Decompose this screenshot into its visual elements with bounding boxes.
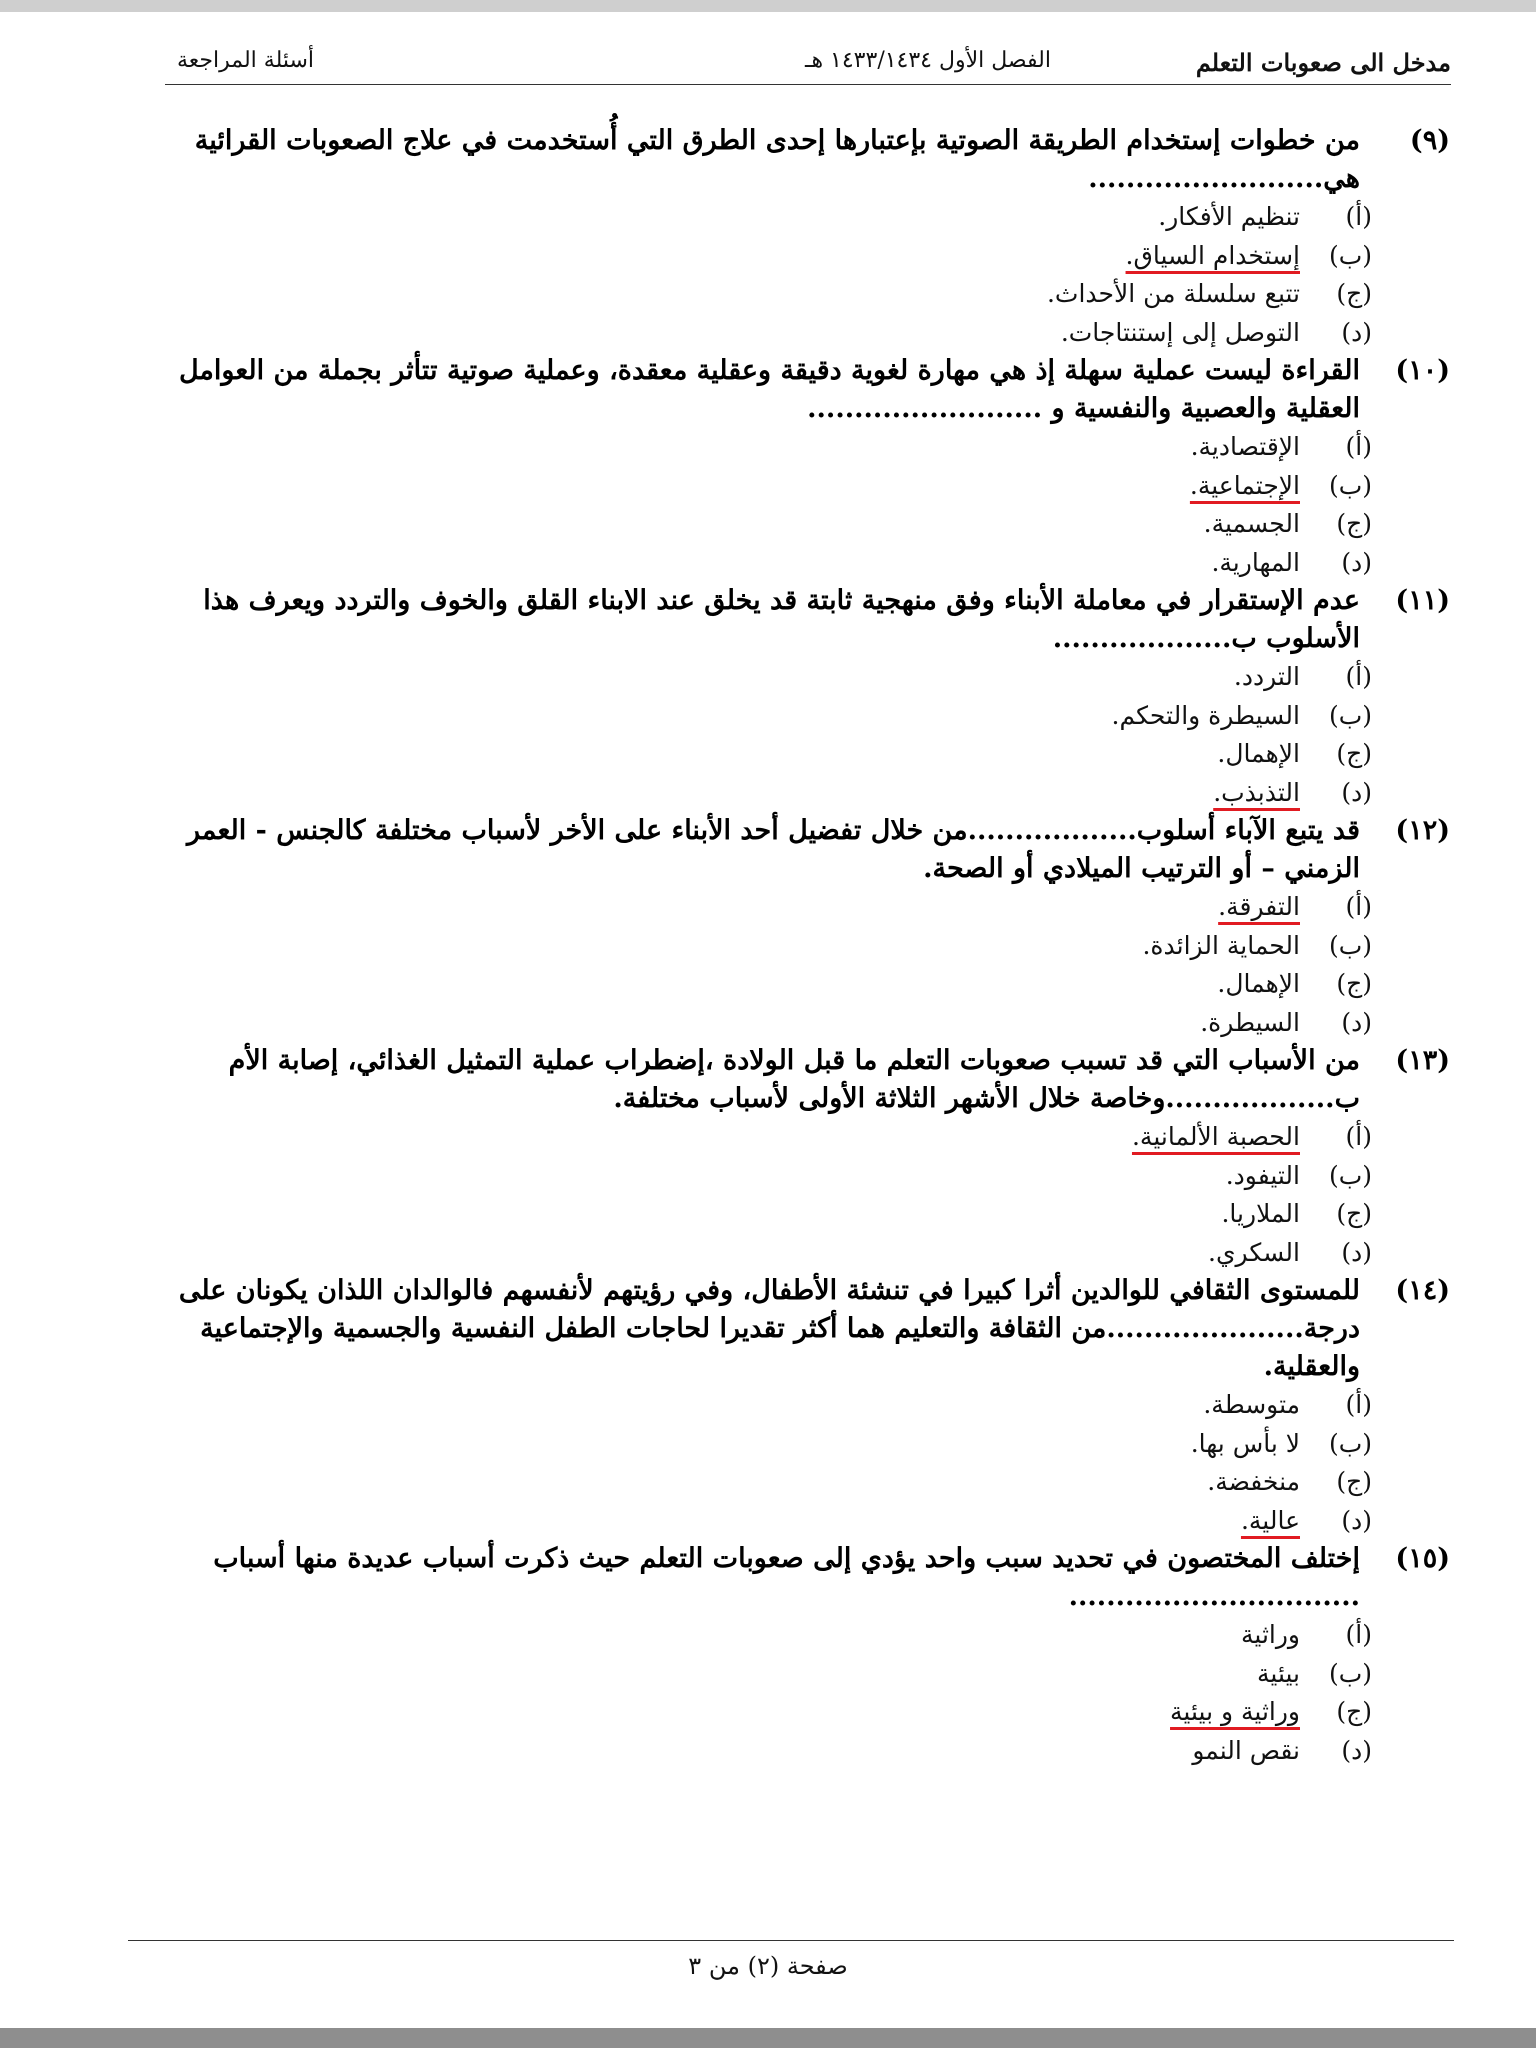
- question-number: (١٢): [1395, 815, 1450, 846]
- question-15: [160, 1540, 1450, 1770]
- option-text: متوسطة.: [1203, 1390, 1300, 1419]
- question-number: (١٠): [1395, 355, 1450, 386]
- option-letter: (د): [1341, 1505, 1372, 1535]
- option-b: [160, 927, 1450, 966]
- footer-divider: [128, 1940, 1454, 1941]
- question-stem: [160, 1540, 1450, 1616]
- option-a: [160, 428, 1450, 467]
- question-stem: [160, 812, 1450, 888]
- option-c: [160, 275, 1450, 314]
- option-a: [160, 1118, 1450, 1157]
- question-number: (٩): [1409, 125, 1450, 156]
- question-stem: [160, 1042, 1450, 1118]
- question-14: [160, 1272, 1450, 1540]
- question-text: عدم الإستقرار في معاملة الأبناء وفق منهجية ثابتة قد يخلق عند الابناء القلق والخوف والتردد ويعرف هذا الأسلوب ب...................: [203, 585, 1360, 654]
- option-letter: (د): [1341, 1735, 1372, 1765]
- question-number: (١٤): [1395, 1275, 1450, 1306]
- marked-answer: التذبذب.: [1213, 777, 1300, 807]
- option-text: التيفود.: [1225, 1160, 1300, 1190]
- question-12: [160, 812, 1450, 1042]
- question-text: من خطوات إستخدام الطريقة الصوتية بإعتبارها إحدى الطرق التي أُستخدمت في علاج الصعوبات القرائية هي.........................: [194, 125, 1360, 194]
- option-c: [160, 505, 1450, 544]
- option-letter: (ب): [1328, 240, 1372, 270]
- option-letter: (ج): [1336, 1467, 1372, 1496]
- option-d: [160, 1234, 1450, 1273]
- option-letter: (أ): [1345, 662, 1372, 691]
- options-list: [160, 1386, 1450, 1540]
- option-a: [160, 1616, 1450, 1655]
- option-c: [160, 965, 1450, 1004]
- question-text: للمستوى الثقافي للوالدين أثرا كبيرا في تنشئة الأطفال، وفي رؤيتهم لأنفسهم فالوالدان اللذان يكونان على درجة.....................من الثقافة والتعليم هما أكثر تقديرا لحاجات الطفل النفسية والجسمية والإجتماعية والعقلية.: [178, 1275, 1360, 1382]
- marked-answer: الحصبة الألمانية.: [1131, 1122, 1300, 1151]
- option-text: التوصل إلى إستنتاجات.: [1060, 317, 1300, 347]
- option-a: [160, 658, 1450, 697]
- marked-answer: إستخدام السياق.: [1125, 240, 1300, 270]
- questions-list: [160, 122, 1450, 1770]
- option-a: [160, 1386, 1450, 1425]
- question-stem: [160, 122, 1450, 198]
- option-letter: (ب): [1328, 1658, 1372, 1688]
- option-a: [160, 888, 1450, 927]
- option-letter: (أ): [1345, 1620, 1372, 1649]
- option-b: [160, 237, 1450, 276]
- marked-answer: وراثية و بيئية: [1170, 1697, 1300, 1726]
- option-text: الملاريا.: [1221, 1199, 1300, 1228]
- term-label: الفصل الأول ١٤٣٣/١٤٣٤ هـ: [805, 48, 1051, 73]
- option-letter: (د): [1341, 317, 1372, 347]
- option-text: الحماية الزائدة.: [1142, 930, 1300, 960]
- marked-answer: التفرقة.: [1218, 892, 1300, 921]
- option-c: [160, 1195, 1450, 1234]
- option-letter: (ج): [1336, 739, 1372, 768]
- option-text: نقص النمو: [1192, 1735, 1300, 1765]
- options-list: [160, 1616, 1450, 1770]
- option-letter: (ج): [1336, 1199, 1372, 1228]
- option-b: [160, 1655, 1450, 1694]
- option-letter: (ب): [1328, 700, 1372, 730]
- option-b: [160, 697, 1450, 736]
- marked-answer: الإجتماعية.: [1189, 470, 1300, 500]
- option-letter: (أ): [1345, 432, 1372, 461]
- marked-answer: عالية.: [1240, 1505, 1300, 1535]
- option-d: [160, 544, 1450, 583]
- question-11: [160, 582, 1450, 812]
- option-letter: (ج): [1336, 509, 1372, 538]
- option-c: [160, 735, 1450, 774]
- option-letter: (أ): [1345, 1122, 1372, 1151]
- option-text: التردد.: [1233, 662, 1300, 691]
- option-letter: (ب): [1328, 470, 1372, 500]
- options-list: [160, 658, 1450, 812]
- option-letter: (د): [1341, 1007, 1372, 1037]
- option-letter: (ب): [1328, 930, 1372, 960]
- option-letter: (د): [1341, 1237, 1372, 1267]
- option-c: [160, 1693, 1450, 1732]
- option-letter: (د): [1341, 547, 1372, 577]
- option-text: الجسمية.: [1203, 509, 1300, 538]
- option-text: الإقتصادية.: [1190, 432, 1300, 461]
- option-b: [160, 467, 1450, 506]
- option-letter: (ج): [1336, 279, 1372, 308]
- question-text: إختلف المختصون في تحديد سبب واحد يؤدي إلى صعوبات التعلم حيث ذكرت أسباب عديدة منها أسباب ...............................: [213, 1543, 1360, 1612]
- option-letter: (ب): [1328, 1428, 1372, 1458]
- option-text: السيطرة والتحكم.: [1111, 700, 1300, 730]
- option-letter: (أ): [1345, 1390, 1372, 1419]
- page-header: [165, 48, 1451, 85]
- option-text: الإهمال.: [1217, 739, 1300, 768]
- option-letter: (ب): [1328, 1160, 1372, 1190]
- option-d: [160, 1502, 1450, 1541]
- option-text: وراثية: [1241, 1620, 1300, 1649]
- question-stem: [160, 1272, 1450, 1386]
- options-list: [160, 428, 1450, 582]
- option-b: [160, 1425, 1450, 1464]
- option-letter: (أ): [1345, 202, 1372, 231]
- question-9: [160, 122, 1450, 352]
- option-text: السيطرة.: [1200, 1007, 1300, 1037]
- option-d: [160, 1732, 1450, 1771]
- options-list: [160, 888, 1450, 1042]
- options-list: [160, 1118, 1450, 1272]
- question-text: القراءة ليست عملية سهلة إذ هي مهارة لغوية دقيقة وعقلية معقدة، وعملية صوتية تتأثر بجملة من العوامل العقلية والعصبية والنفسية و .........................: [178, 355, 1360, 424]
- question-number: (١١): [1395, 585, 1450, 616]
- option-text: تنظيم الأفكار.: [1158, 202, 1300, 231]
- section-label: أسئلة المراجعة: [177, 48, 315, 73]
- option-letter: (د): [1341, 777, 1372, 807]
- option-text: بيئية: [1257, 1658, 1300, 1688]
- question-13: [160, 1042, 1450, 1272]
- question-text: قد يتبع الآباء أسلوب..................من خلال تفضيل أحد الأبناء على الأخر لأسباب مختلفة كالجنس - العمر الزمني – أو الترتيب الميلادي أو الصحة.: [186, 815, 1360, 884]
- course-title: مدخل الى صعوبات التعلم: [1195, 48, 1451, 77]
- options-list: [160, 198, 1450, 352]
- option-letter: (أ): [1345, 892, 1372, 921]
- question-number: (١٣): [1395, 1045, 1450, 1076]
- option-text: السكري.: [1208, 1237, 1300, 1267]
- option-text: الإهمال.: [1217, 969, 1300, 998]
- question-number: (١٥): [1395, 1543, 1450, 1574]
- option-d: [160, 314, 1450, 353]
- question-text: من الأسباب التي قد تسبب صعوبات التعلم ما قبل الولادة ،إضطراب عملية التمثيل الغذائي، إصابة الأم ب..................وخاصة خلال الأشهر الثلاثة الأولى لأسباب مختلفة.: [228, 1045, 1360, 1114]
- option-d: [160, 1004, 1450, 1043]
- question-10: [160, 352, 1450, 582]
- option-a: [160, 198, 1450, 237]
- option-letter: (ج): [1336, 1697, 1372, 1726]
- page-number: صفحة (٢) من ٣: [688, 1952, 848, 1980]
- question-stem: [160, 582, 1450, 658]
- option-letter: (ج): [1336, 969, 1372, 998]
- question-stem: [160, 352, 1450, 428]
- option-text: منخفضة.: [1207, 1467, 1300, 1496]
- option-b: [160, 1157, 1450, 1196]
- option-text: المهارية.: [1211, 547, 1300, 577]
- viewer-top-edge: [0, 0, 1536, 12]
- option-text: لا بأس بها.: [1190, 1428, 1300, 1458]
- option-c: [160, 1463, 1450, 1502]
- option-text: تتبع سلسلة من الأحداث.: [1046, 279, 1300, 308]
- option-d: [160, 774, 1450, 813]
- viewer-bottom-edge: [0, 2028, 1536, 2048]
